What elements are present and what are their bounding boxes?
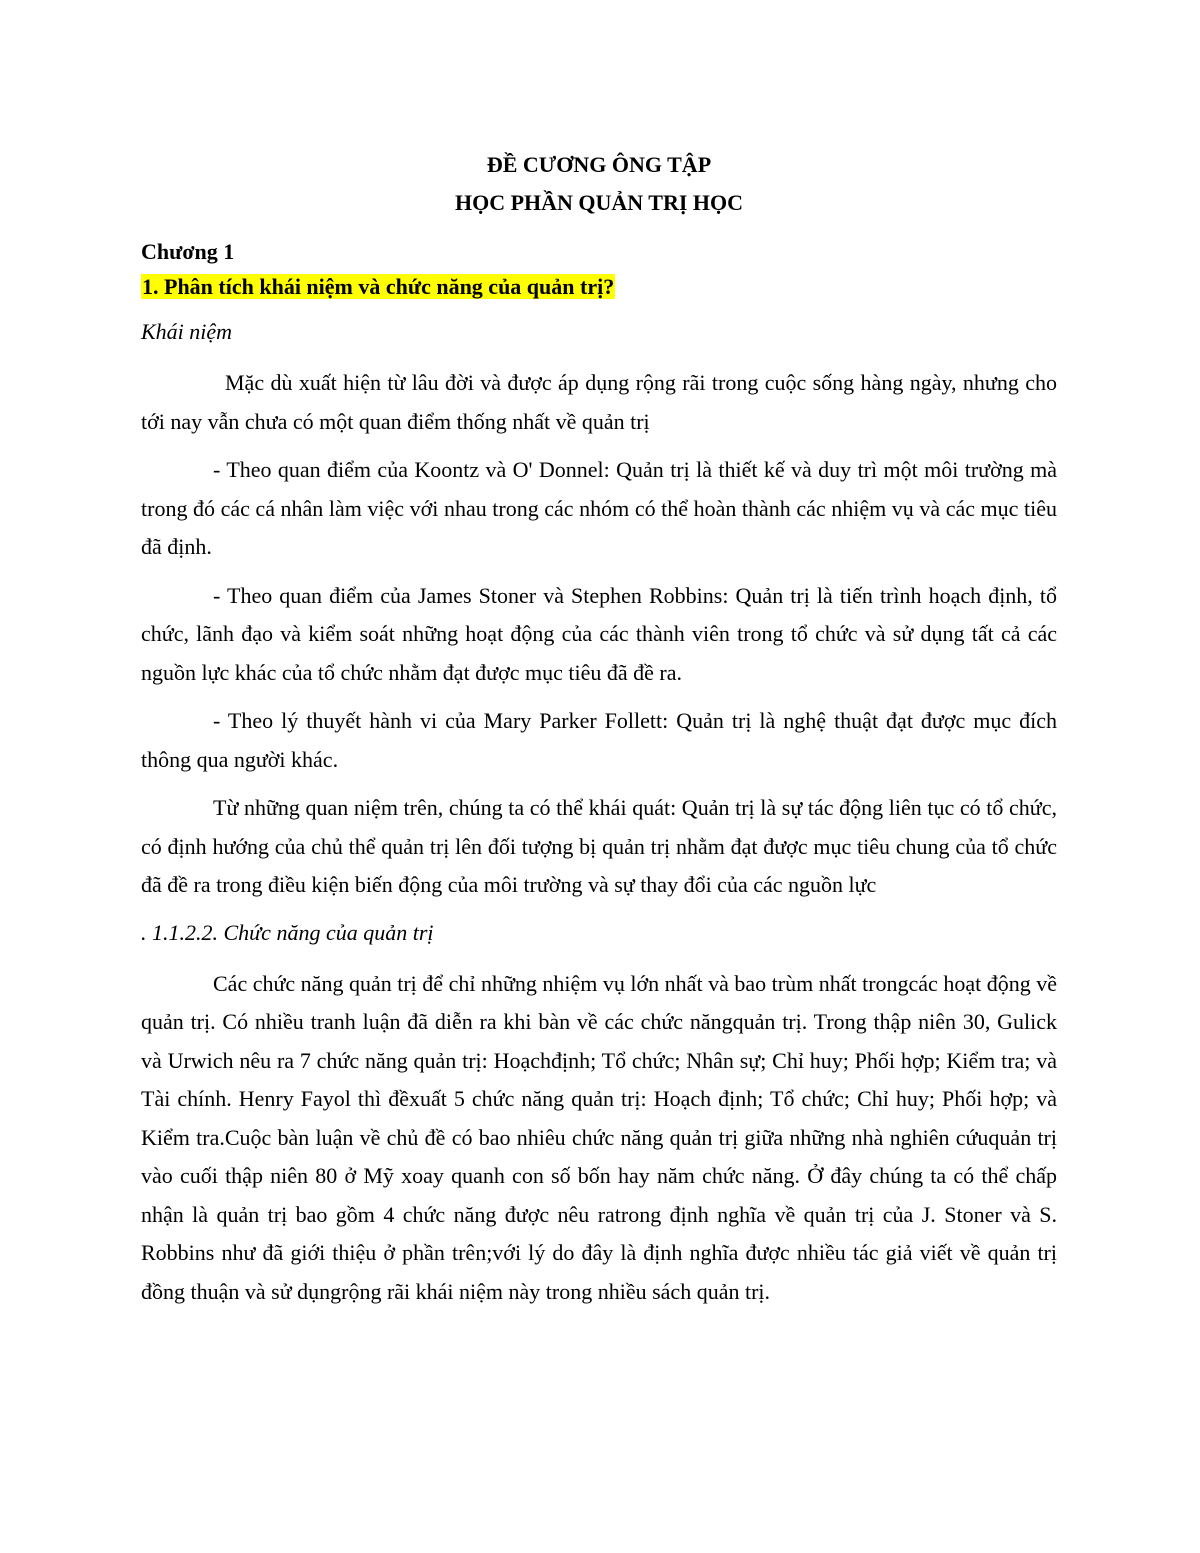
paragraph-follett: - Theo lý thuyết hành vi của Mary Parker Follett: Quản trị là nghệ thuật đạt được mục đích thông qua người khác. xyxy=(141,708,1057,772)
document-title-line-2: HỌC PHẦN QUẢN TRỊ HỌC xyxy=(454,190,744,215)
paragraph-stoner-robbins: - Theo quan điểm của James Stoner và Stephen Robbins: Quản trị là tiến trình hoạch định, tổ chức, lãnh đạo và kiểm soát những hoạt động của các thành viên trong tổ chức và sử dụng tất cả các nguồn lực khác của tổ chức nhằm đạt được mục tiêu đã đề ra. xyxy=(141,582,1057,685)
document-title-line-1: ĐỀ CƯƠNG ÔNG TẬP xyxy=(486,152,712,177)
paragraph-functions: Các chức năng quản trị để chỉ những nhiệm vụ lớn nhất và bao trùm nhất trongcác hoạt động về quản trị. Có nhiều tranh luận đã diễn ra khi bàn về các chức năngquản trị. Trong thập niên 30, Gulick và Urwich nêu ra 7 chức năng quản trị: Hoạchđịnh; Tổ chức; Nhân sự; Chỉ huy; Phối hợp; Kiểm tra; và Tài chính. Henry Fayol thì đềxuất 5 chức năng quản trị: Hoạch định; Tổ chức; Chỉ huy; Phối hợp; và Kiểm tra.Cuộc bàn luận về chủ đề có bao nhiêu chức năng quản trị giữa những nhà nghiên cứuquản trị vào cuối thập niên 80 ở Mỹ xoay quanh con số bốn hay năm chức năng. Ở đây chúng ta có thể chấp nhận là quản trị bao gồm 4 chức năng được nêu ratrong định nghĩa về quản trị của J. Stoner và S. Robbins như đã giới thiệu ở phần trên;với lý do đây là định nghĩa được nhiều tác giả viết về quản trị đồng thuận và sử dụngrộng rãi khái niệm này trong nhiều sách quản trị. xyxy=(141,970,1057,1304)
section-heading-concept: Khái niệm xyxy=(141,319,233,344)
section-heading-function: . 1.1.2.2. Chức năng của quản trị xyxy=(141,919,434,945)
paragraph-conclusion: Từ những quan niệm trên, chúng ta có thể khái quát: Quản trị là sự tác động liên tục có tổ chức, có định hướng của chủ thể quản trị lên đối tượng bị quản trị nhằm đạt được mục tiêu chung của tổ chức đã đề ra trong điều kiện biến động của môi trường và sự thay đổi của các nguồn lực xyxy=(141,795,1057,897)
document-content xyxy=(141,146,1057,1321)
question-heading xyxy=(141,270,1057,304)
question-highlight: 1. Phân tích khái niệm và chức năng của quản trị? xyxy=(142,274,615,299)
paragraph-concept-intro: Mặc dù xuất hiện từ lâu đời và được áp dụng rộng rãi trong cuộc sống hàng ngày, nhưng cho tới nay vẫn chưa có một quan điểm thống nhất về quản trị xyxy=(141,370,1057,434)
chapter-heading: Chương 1 xyxy=(141,239,235,264)
paragraph-koontz: - Theo quan điểm của Koontz và O' Donnel: Quản trị là thiết kế và duy trì một môi trường mà trong đó các cá nhân làm việc với nhau trong các nhóm có thể hoàn thành các nhiệm vụ và các mục tiêu đã định. xyxy=(141,457,1057,559)
